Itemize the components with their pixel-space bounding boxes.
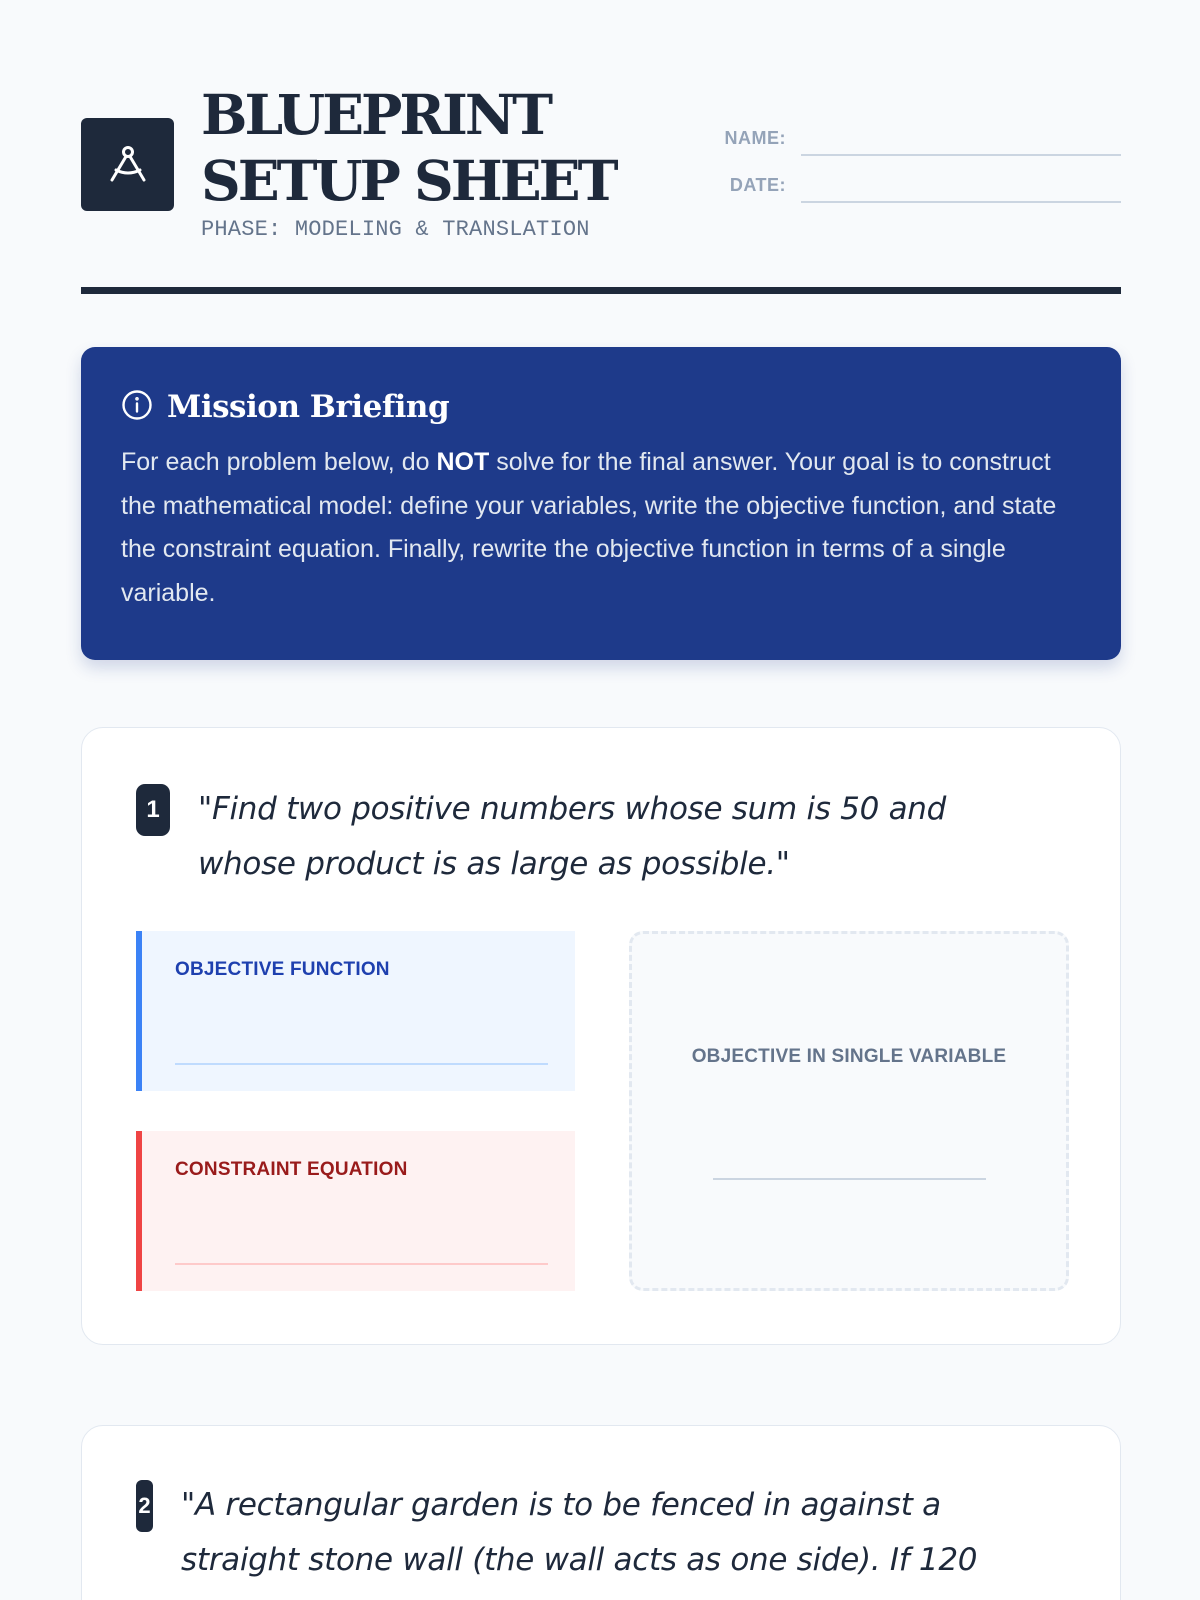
constraint-equation-answer-line[interactable] [175, 1263, 548, 1265]
header-divider [81, 287, 1121, 294]
single-variable-answer-line[interactable] [713, 1178, 986, 1180]
single-variable-label: OBJECTIVE IN SINGLE VARIABLE [691, 1046, 1007, 1067]
single-variable-box[interactable] [629, 931, 1069, 1291]
name-label: NAME: [724, 128, 786, 148]
problem-number-badge: 1 [136, 784, 170, 836]
page-title-line-1: BLUEPRINT [201, 82, 551, 147]
objective-function-label: OBJECTIVE FUNCTION [175, 959, 390, 980]
briefing-text-emphasis: NOT [436, 448, 490, 476]
compass-icon [81, 118, 174, 211]
objective-function-box[interactable] [136, 931, 575, 1091]
date-field[interactable] [681, 173, 1121, 203]
problem-card [81, 1425, 1121, 1600]
phase-subtitle: PHASE: MODELING & TRANSLATION [201, 217, 590, 242]
name-underline[interactable] [801, 154, 1121, 156]
briefing-header [121, 385, 1081, 429]
constraint-equation-box[interactable] [136, 1131, 575, 1291]
problem-prompt: "A rectangular garden is to be fenced in against a straight stone wall (the wall acts as one side). If 120 [181, 1487, 978, 1578]
constraint-equation-label: CONSTRAINT EQUATION [175, 1159, 408, 1180]
date-underline[interactable] [801, 201, 1121, 203]
title-block [201, 82, 616, 242]
mission-briefing [81, 347, 1121, 660]
page-title-line-2: SETUP SHEET [201, 148, 616, 213]
problem-card [81, 727, 1121, 1345]
objective-function-answer-line[interactable] [175, 1063, 548, 1065]
problem-prompt: "Find two positive numbers whose sum is 50 and whose product is as large as possible." [198, 791, 946, 882]
page-header [81, 82, 1121, 294]
briefing-text-rest: solve for the final answer. Your goal is to construct the mathematical model: define your variables, write the objective function, and state the constraint equation. Finally, rewrite the objective function in terms of a single variable. [121, 448, 1057, 607]
briefing-title: Mission Briefing [167, 389, 450, 425]
page-title [201, 82, 616, 214]
briefing-text [121, 441, 1081, 615]
date-label: DATE: [729, 175, 786, 195]
name-field[interactable] [681, 126, 1121, 156]
info-icon [121, 389, 153, 426]
briefing-text-lead: For each problem below, do [121, 448, 437, 476]
problem-number-badge: 2 [136, 1480, 153, 1532]
